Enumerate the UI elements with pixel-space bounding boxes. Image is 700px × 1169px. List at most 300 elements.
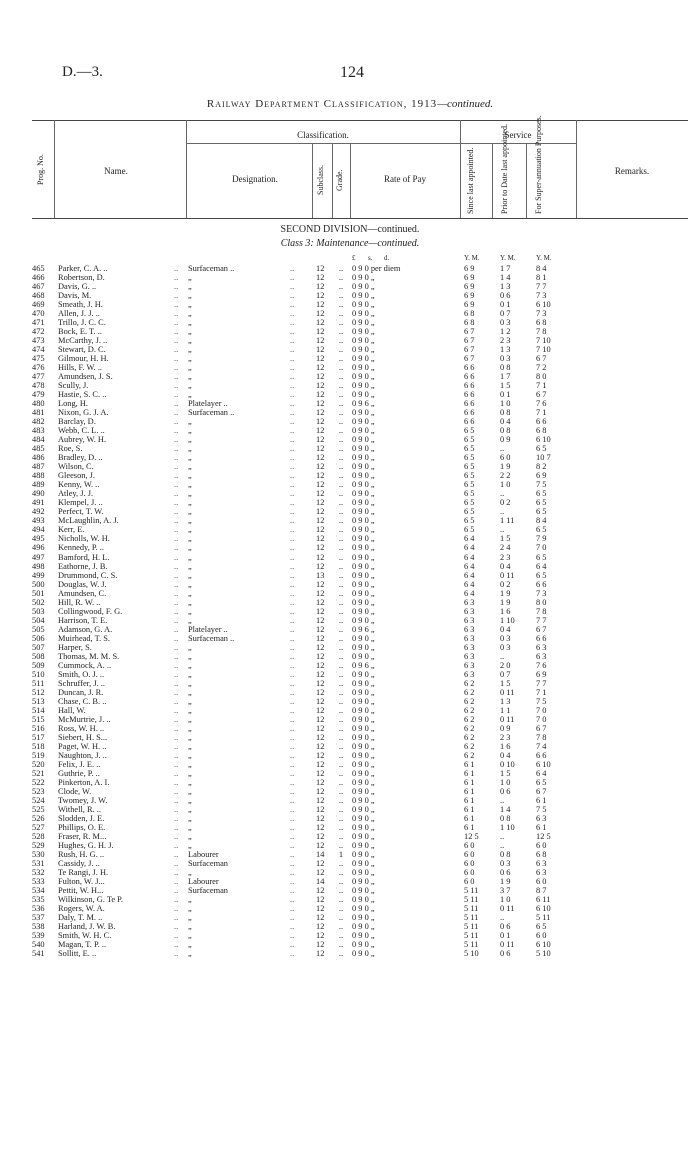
cell-sub: 12 [316, 426, 325, 436]
cell-sup: 6 0 [536, 877, 547, 887]
cell-rate: 0 9 0 „ [352, 732, 375, 742]
leader-dots: .. [290, 435, 295, 445]
cell-prior: 1 5 [500, 534, 511, 544]
table-row [32, 489, 688, 498]
cell-sup: 6 6 [536, 579, 547, 589]
cell-rate: 0 9 0 „ [352, 714, 375, 724]
leader-dots: .. [290, 363, 295, 373]
cell-gr: .. [338, 408, 344, 418]
table-row [32, 462, 688, 471]
cell-since: 6 5 [464, 426, 475, 436]
cell-rate: 0 9 0 „ [352, 417, 375, 427]
cell-sup: 6 8 [536, 318, 547, 328]
leader-dots: .. [290, 552, 295, 562]
cell-name: Aubrey, W. H. [58, 435, 107, 445]
cell-rate: 0 9 0 „ [352, 687, 375, 697]
col-classification: Classification. [297, 130, 349, 140]
cell-name: Fraser, R. M... [58, 831, 107, 841]
cell-des: „ [188, 273, 192, 283]
cell-sup: 6 5 [536, 525, 547, 535]
table-row [32, 471, 688, 480]
cell-rate: 0 9 0 „ [352, 804, 375, 814]
cell-sup: 8 0 [536, 372, 547, 382]
cell-since: 6 2 [464, 723, 475, 733]
cell-des: „ [188, 705, 192, 715]
leader-dots: .. [174, 408, 179, 418]
leader-dots: .. [290, 687, 295, 697]
cell-sub: 12 [316, 507, 325, 517]
cell-name: Kennedy, P. .. [58, 543, 104, 553]
table-row [32, 282, 688, 291]
cell-des: „ [188, 741, 192, 751]
cell-gr: .. [338, 804, 344, 814]
cell-no: 465 [32, 264, 45, 273]
cell-sup: 6 5 [536, 570, 547, 580]
cell-rate: 0 9 0 „ [352, 759, 375, 769]
cell-since: 6 7 [464, 327, 475, 337]
cell-des: „ [188, 570, 192, 580]
cell-gr: .. [338, 714, 344, 724]
cell-prior: .. [500, 913, 505, 923]
cell-since: 6 5 [464, 462, 475, 472]
table-row [32, 534, 688, 543]
cell-sub: 12 [316, 831, 325, 841]
cell-rate: 0 9 0 „ [352, 813, 375, 823]
leader-dots: .. [174, 633, 179, 643]
table-row [32, 688, 688, 697]
leader-dots: .. [174, 561, 179, 571]
leader-dots: .. [174, 588, 179, 598]
cell-since: 6 3 [464, 606, 475, 616]
leader-dots: .. [290, 841, 295, 850]
cell-sub: 12 [316, 300, 325, 310]
cell-rate: 0 9 0 „ [352, 831, 375, 841]
table-row [32, 480, 688, 489]
cell-des: „ [188, 696, 192, 706]
cell-sub: 12 [316, 417, 325, 427]
leader-dots: .. [290, 931, 295, 941]
table-row [32, 742, 688, 751]
cell-no: 498 [32, 561, 45, 571]
leader-dots: .. [174, 795, 179, 805]
cell-prior: 1 9 [500, 588, 511, 598]
cell-des: „ [188, 651, 192, 661]
table-row [32, 507, 688, 516]
cell-rate: 0 9 0 „ [352, 363, 375, 373]
table-row [32, 399, 688, 408]
cell-sup: 7 1 [536, 687, 547, 697]
col-prog-no: Prog. No. [36, 154, 45, 186]
cell-name: Hall, W. [58, 705, 86, 715]
cell-no: 508 [32, 651, 45, 661]
table-row [32, 318, 688, 327]
cell-prior: 0 8 [500, 850, 511, 860]
cell-prior: 0 4 [500, 561, 511, 571]
cell-sup: 6 7 [536, 723, 547, 733]
cell-no: 479 [32, 390, 45, 400]
cell-rate: 0 9 0 „ [352, 633, 375, 643]
cell-sub: 12 [316, 552, 325, 562]
cell-sub: 12 [316, 949, 325, 959]
cell-no: 485 [32, 444, 45, 454]
cell-name: Chase, C. B. .. [58, 696, 107, 706]
cell-gr: .. [338, 732, 344, 742]
cell-sup: 6 10 [536, 300, 551, 310]
cell-sub: 12 [316, 561, 325, 571]
leader-dots: .. [290, 318, 295, 328]
cell-sup: 6 3 [536, 859, 547, 869]
cell-name: Rogers, W. A. [58, 904, 105, 914]
cell-sup: 6 10 [536, 759, 551, 769]
cell-no: 502 [32, 597, 45, 607]
table-row [32, 940, 688, 949]
cell-prior: 0 11 [500, 940, 515, 950]
cell-prior: .. [500, 841, 505, 850]
cell-sub: 12 [316, 282, 325, 292]
cell-name: Stewart, D. C. [58, 345, 106, 355]
cell-since: 6 1 [464, 804, 475, 814]
cell-prior: .. [500, 651, 505, 661]
cell-rate: 0 9 0 „ [352, 651, 375, 661]
leader-dots: .. [174, 786, 179, 796]
leader-dots: .. [174, 813, 179, 823]
cell-gr: .. [338, 381, 344, 391]
cell-name: Hughes, G. H. J. [58, 841, 114, 850]
cell-sub: 12 [316, 886, 325, 896]
cell-since: 6 3 [464, 624, 475, 634]
cell-sub: 12 [316, 687, 325, 697]
cell-sub: 12 [316, 651, 325, 661]
col-subclass: Subclass. [316, 165, 325, 195]
cell-name: Nicholls, W. H. [58, 534, 110, 544]
cell-sub: 12 [316, 318, 325, 328]
cell-des: „ [188, 345, 192, 355]
table-row [32, 841, 688, 850]
cell-no: 506 [32, 633, 45, 643]
leader-dots: .. [174, 399, 179, 409]
leader-dots: .. [290, 597, 295, 607]
cell-prior: 1 0 [500, 480, 511, 490]
cell-sub: 12 [316, 868, 325, 878]
cell-des: „ [188, 462, 192, 472]
cell-sub: 12 [316, 804, 325, 814]
cell-no: 524 [32, 795, 45, 805]
cell-prior: 1 7 [500, 372, 511, 382]
cell-no: 472 [32, 327, 45, 337]
table-row [32, 832, 688, 841]
cell-gr: .. [338, 372, 344, 382]
leader-dots: .. [174, 345, 179, 355]
cell-sub: 12 [316, 408, 325, 418]
cell-des: „ [188, 759, 192, 769]
cell-sub: 12 [316, 327, 325, 337]
leader-dots: .. [174, 282, 179, 292]
cell-name: Smith, W. H. C. [58, 931, 112, 941]
leader-dots: .. [290, 453, 295, 463]
cell-sub: 12 [316, 777, 325, 787]
leader-dots: .. [290, 264, 295, 273]
cell-rate: 0 9 0 „ [352, 534, 375, 544]
cell-prior: 0 7 [500, 309, 511, 319]
cell-no: 477 [32, 372, 45, 382]
leader-dots: .. [290, 399, 295, 409]
leader-dots: .. [290, 651, 295, 661]
cell-name: Adamson, G. A. [58, 624, 113, 634]
cell-since: 6 1 [464, 795, 475, 805]
page-title [0, 98, 700, 110]
cell-name: Duncan, J. R. [58, 687, 104, 697]
table-row [32, 589, 688, 598]
cell-sup: 6 6 [536, 633, 547, 643]
leader-dots: .. [174, 687, 179, 697]
cell-des: „ [188, 795, 192, 805]
cell-since: 5 11 [464, 922, 479, 932]
cell-des: „ [188, 597, 192, 607]
leader-dots: .. [290, 471, 295, 481]
cell-since: 6 1 [464, 777, 475, 787]
cell-sup: 7 3 [536, 309, 547, 319]
cell-gr: .. [338, 777, 344, 787]
cell-name: Roe, S. [58, 444, 83, 454]
cell-name: Webb, C. L. .. [58, 426, 105, 436]
cell-sup: 6 0 [536, 931, 547, 941]
table-row [32, 886, 688, 895]
cell-sub: 12 [316, 624, 325, 634]
leader-dots: .. [290, 768, 295, 778]
leader-dots: .. [290, 624, 295, 634]
cell-no: 515 [32, 714, 45, 724]
cell-des: „ [188, 417, 192, 427]
cell-sup: 7 7 [536, 678, 547, 688]
leader-dots: .. [290, 750, 295, 760]
cell-rate: 0 9 0 „ [352, 913, 375, 923]
cell-gr: .. [338, 516, 344, 526]
cell-prior: 1 5 [500, 678, 511, 688]
cell-prior: 0 9 [500, 435, 511, 445]
cell-since: 5 11 [464, 931, 479, 941]
leader-dots: .. [290, 850, 295, 860]
cell-rate: 0 9 0 „ [352, 354, 375, 364]
cell-name: McCarthy, J. .. [58, 336, 108, 346]
table-row [32, 931, 688, 940]
leader-dots: .. [290, 886, 295, 896]
cell-since: 6 2 [464, 687, 475, 697]
cell-des: „ [188, 813, 192, 823]
cell-no: 510 [32, 669, 45, 679]
leader-dots: .. [290, 615, 295, 625]
cell-since: 6 2 [464, 705, 475, 715]
cell-since: 5 11 [464, 895, 479, 905]
table-row [32, 444, 688, 453]
cell-since: 5 11 [464, 940, 479, 950]
cell-rate: 0 9 0 „ [352, 345, 375, 355]
cell-since: 6 4 [464, 561, 475, 571]
cell-prior: 0 4 [500, 750, 511, 760]
cell-gr: .. [338, 660, 344, 670]
cell-sub: 12 [316, 444, 325, 454]
leader-dots: .. [290, 795, 295, 805]
cell-des: „ [188, 615, 192, 625]
cell-rate: 0 9 0 „ [352, 922, 375, 932]
cell-gr: .. [338, 282, 344, 292]
cell-rate: 0 9 0 „ [352, 498, 375, 508]
col-name: Name. [104, 166, 128, 176]
cell-since: 12 5 [464, 831, 479, 841]
leader-dots: .. [174, 859, 179, 869]
cell-sup: 6 7 [536, 390, 547, 400]
cell-sup: 7 5 [536, 480, 547, 490]
cell-name: Hills, F. W. .. [58, 363, 103, 373]
leader-dots: .. [174, 886, 179, 896]
table-row [32, 616, 688, 625]
cell-gr: .. [338, 868, 344, 878]
cell-no: 491 [32, 498, 45, 508]
cell-no: 522 [32, 777, 45, 787]
cell-gr: .. [338, 841, 344, 850]
table-row [32, 309, 688, 318]
cell-no: 519 [32, 750, 45, 760]
cell-gr: .. [338, 759, 344, 769]
leader-dots: .. [290, 282, 295, 292]
cell-gr: .. [338, 534, 344, 544]
cell-no: 482 [32, 417, 45, 427]
cell-since: 6 9 [464, 282, 475, 292]
cell-des: „ [188, 552, 192, 562]
leader-dots: .. [174, 552, 179, 562]
leader-dots: .. [174, 922, 179, 932]
leader-dots: .. [174, 741, 179, 751]
cell-no: 480 [32, 399, 45, 409]
cell-no: 499 [32, 570, 45, 580]
table-row [32, 598, 688, 607]
leader-dots: .. [290, 868, 295, 878]
cell-sup: 6 5 [536, 777, 547, 787]
cell-prior: 0 3 [500, 318, 511, 328]
leader-dots: .. [174, 822, 179, 832]
cell-rate: 0 9 0 „ [352, 750, 375, 760]
cell-sup: 7 3 [536, 291, 547, 301]
cell-des: „ [188, 282, 192, 292]
cell-des: „ [188, 543, 192, 553]
leader-dots: .. [174, 372, 179, 382]
table-row [32, 796, 688, 805]
leader-dots: .. [174, 444, 179, 454]
cell-des: „ [188, 291, 192, 301]
leader-dots: .. [290, 732, 295, 742]
cell-gr: .. [338, 705, 344, 715]
leader-dots: .. [290, 949, 295, 959]
leader-dots: .. [174, 913, 179, 923]
table-row [32, 381, 688, 390]
cell-gr: .. [338, 750, 344, 760]
cell-name: Parker, C. A. .. [58, 264, 108, 273]
cell-sub: 12 [316, 642, 325, 652]
cell-name: Scully, J. [58, 381, 89, 391]
cell-since: 6 3 [464, 642, 475, 652]
cell-sup: 6 4 [536, 561, 547, 571]
cell-name: Barclay, D. [58, 417, 96, 427]
cell-no: 500 [32, 579, 45, 589]
cell-no: 488 [32, 471, 45, 481]
cell-sup: 6 3 [536, 813, 547, 823]
cell-des: Platelayer .. [188, 399, 228, 409]
cell-gr: .. [338, 687, 344, 697]
cell-name: Drummond, C. S. [58, 570, 118, 580]
title-continued: —continued. [437, 98, 494, 110]
cell-no: 494 [32, 525, 45, 535]
cell-des: „ [188, 516, 192, 526]
cell-no: 517 [32, 732, 45, 742]
cell-sub: 12 [316, 399, 325, 409]
cell-sup: 6 7 [536, 354, 547, 364]
cell-no: 467 [32, 282, 45, 292]
cell-rate: 0 9 0 „ [352, 705, 375, 715]
cell-des: „ [188, 732, 192, 742]
cell-gr: .. [338, 723, 344, 733]
cell-sub: 12 [316, 543, 325, 553]
cell-sup: 7 1 [536, 408, 547, 418]
cell-rate: 0 9 0 „ [352, 291, 375, 301]
cell-sub: 12 [316, 795, 325, 805]
leader-dots: .. [290, 759, 295, 769]
cell-rate: 0 9 0 „ [352, 543, 375, 553]
cell-since: 6 5 [464, 507, 475, 517]
cell-name: Harper, S. [58, 642, 92, 652]
cell-gr: .. [338, 940, 344, 950]
cell-since: 5 11 [464, 886, 479, 896]
cell-since: 6 4 [464, 552, 475, 562]
cell-sup: 6 9 [536, 471, 547, 481]
leader-dots: .. [174, 480, 179, 490]
cell-sub: 12 [316, 859, 325, 869]
leader-dots: .. [174, 940, 179, 950]
cell-des: „ [188, 678, 192, 688]
cell-rate: 0 9 0 per diem [352, 264, 401, 273]
cell-since: 6 5 [464, 435, 475, 445]
leader-dots: .. [174, 543, 179, 553]
cell-prior: .. [500, 489, 505, 499]
cell-since: 6 5 [464, 516, 475, 526]
table-row [32, 805, 688, 814]
cell-gr: .. [338, 633, 344, 643]
leader-dots: .. [174, 462, 179, 472]
cell-sub: 12 [316, 435, 325, 445]
cell-prior: 2 3 [500, 336, 511, 346]
cell-rate: 0 9 0 „ [352, 372, 375, 382]
cell-sub: 14 [316, 850, 325, 860]
cell-gr: .. [338, 363, 344, 373]
cell-rate: 0 9 0 „ [352, 480, 375, 490]
cell-since: 6 2 [464, 750, 475, 760]
cell-gr: .. [338, 444, 344, 454]
cell-rate: 0 9 0 „ [352, 390, 375, 400]
leader-dots: .. [174, 597, 179, 607]
leader-dots: .. [290, 462, 295, 472]
leader-dots: .. [174, 291, 179, 301]
cell-gr: .. [338, 309, 344, 319]
cell-prior: 2 0 [500, 660, 511, 670]
cell-no: 528 [32, 831, 45, 841]
cell-no: 516 [32, 723, 45, 733]
cell-rate: 0 9 0 „ [352, 615, 375, 625]
cell-name: Collingwood, F. G. [58, 606, 123, 616]
cell-sup: 7 4 [536, 741, 547, 751]
cell-sub: 12 [316, 813, 325, 823]
cell-des: „ [188, 363, 192, 373]
cell-gr: .. [338, 877, 344, 887]
cell-sup: 6 5 [536, 498, 547, 508]
unit-pounds: £ [352, 254, 356, 262]
